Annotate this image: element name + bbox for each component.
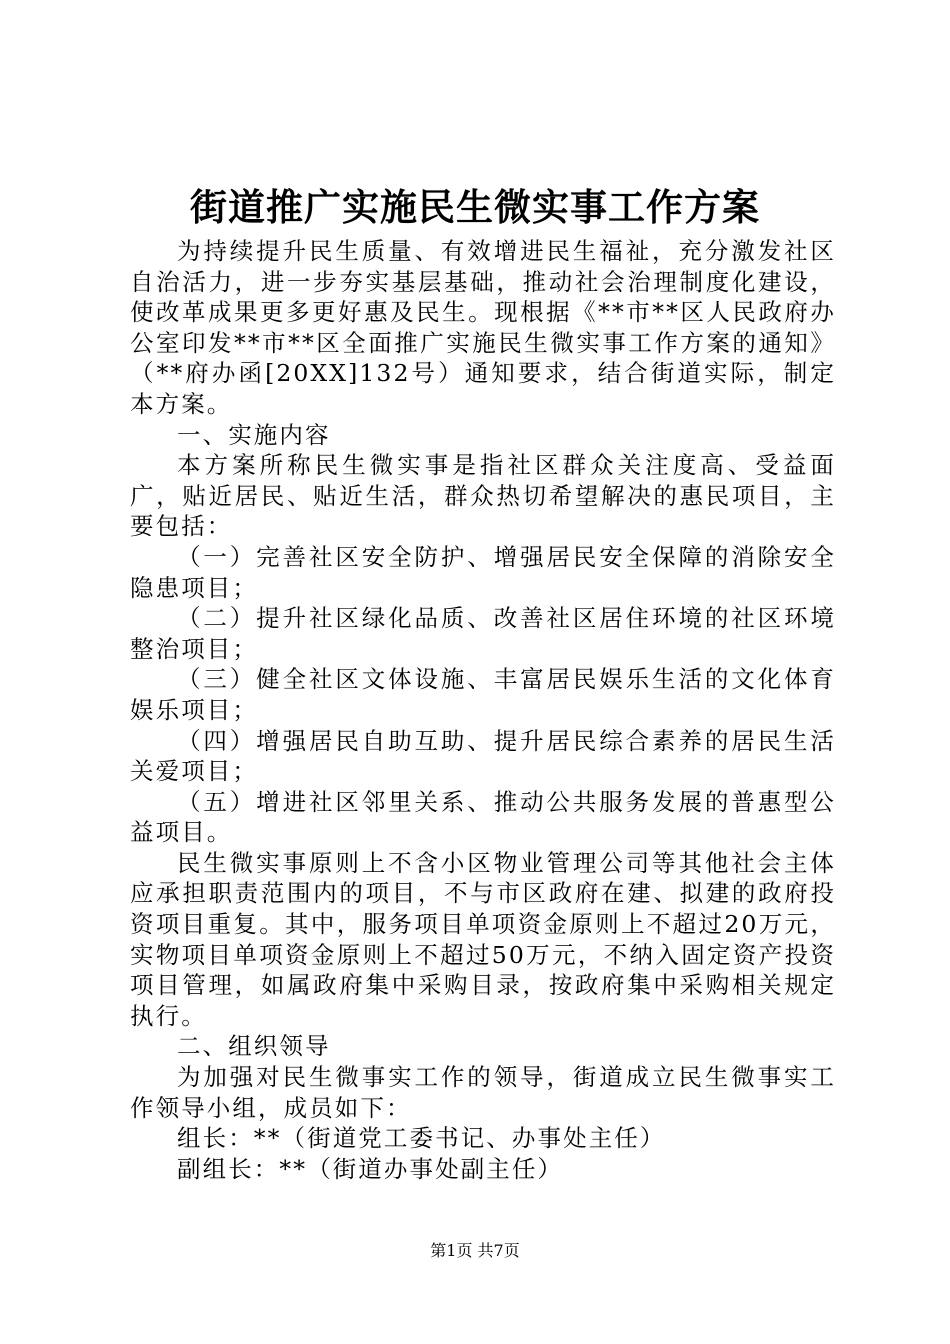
document-body <box>130 236 836 1184</box>
list-item-3: （三）健全社区文体设施、丰富居民娱乐生活的文化体育娱乐项目； <box>130 665 836 724</box>
member-leader: 组长：**（街道党工委书记、办事处主任） <box>177 1124 666 1153</box>
paragraph-funding-rules: 民生微实事原则上不含小区物业管理公司等其他社会主体应承担职责范围内的项目，不与市区政府在建、拟建的政府投资项目重复。其中，服务项目单项资金原则上不超过20万元，实物项目单项资金原则上不超过50万元，不纳入固定资产投资项目管理，如属政府集中采购目录，按政府集中采购相关规定执行。 <box>130 848 836 1030</box>
member-deputy-leader: 副组长：**（街道办事处副主任） <box>177 1154 564 1183</box>
list-item-4: （四）增强居民自助互助、提升居民综合素养的居民生活关爱项目； <box>130 726 836 786</box>
document-title: 街道推广实施民生微实事工作方案 <box>190 185 760 229</box>
list-item-1: （一）完善社区安全防护、增强居民安全保障的消除安全隐患项目； <box>130 542 836 602</box>
section-heading-implementation: 一、实施内容 <box>177 420 331 449</box>
paragraph-definition: 本方案所称民生微实事是指社区群众关注度高、受益面广，贴近居民、贴近生活，群众热切希望解决的惠民项目，主要包括： <box>130 451 836 541</box>
list-item-5: （五）增进社区邻里关系、推动公共服务发展的普惠型公益项目。 <box>130 787 836 847</box>
section-heading-leadership: 二、组织领导 <box>177 1032 331 1061</box>
list-item-2: （二）提升社区绿化品质、改善社区居住环境的社区环境整治项目； <box>130 604 836 663</box>
paragraph-leadership-group: 为加强对民生微事实工作的领导，街道成立民生微事实工作领导小组，成员如下： <box>130 1063 836 1122</box>
page-number-footer: 第1页 共7页 <box>430 1241 520 1260</box>
paragraph-intro: 为持续提升民生质量、有效增进民生福祉，充分激发社区自治活力，进一步夯实基层基础，推动社会治理制度化建设，使改革成果更多更好惠及民生。现根据《**市**区人民政府办公室印发**市**区全面推广实施民生微实事工作方案的通知》（**府办函[20XX]132号）通知要求，结合街道实际，制定本方案。 <box>130 237 836 418</box>
